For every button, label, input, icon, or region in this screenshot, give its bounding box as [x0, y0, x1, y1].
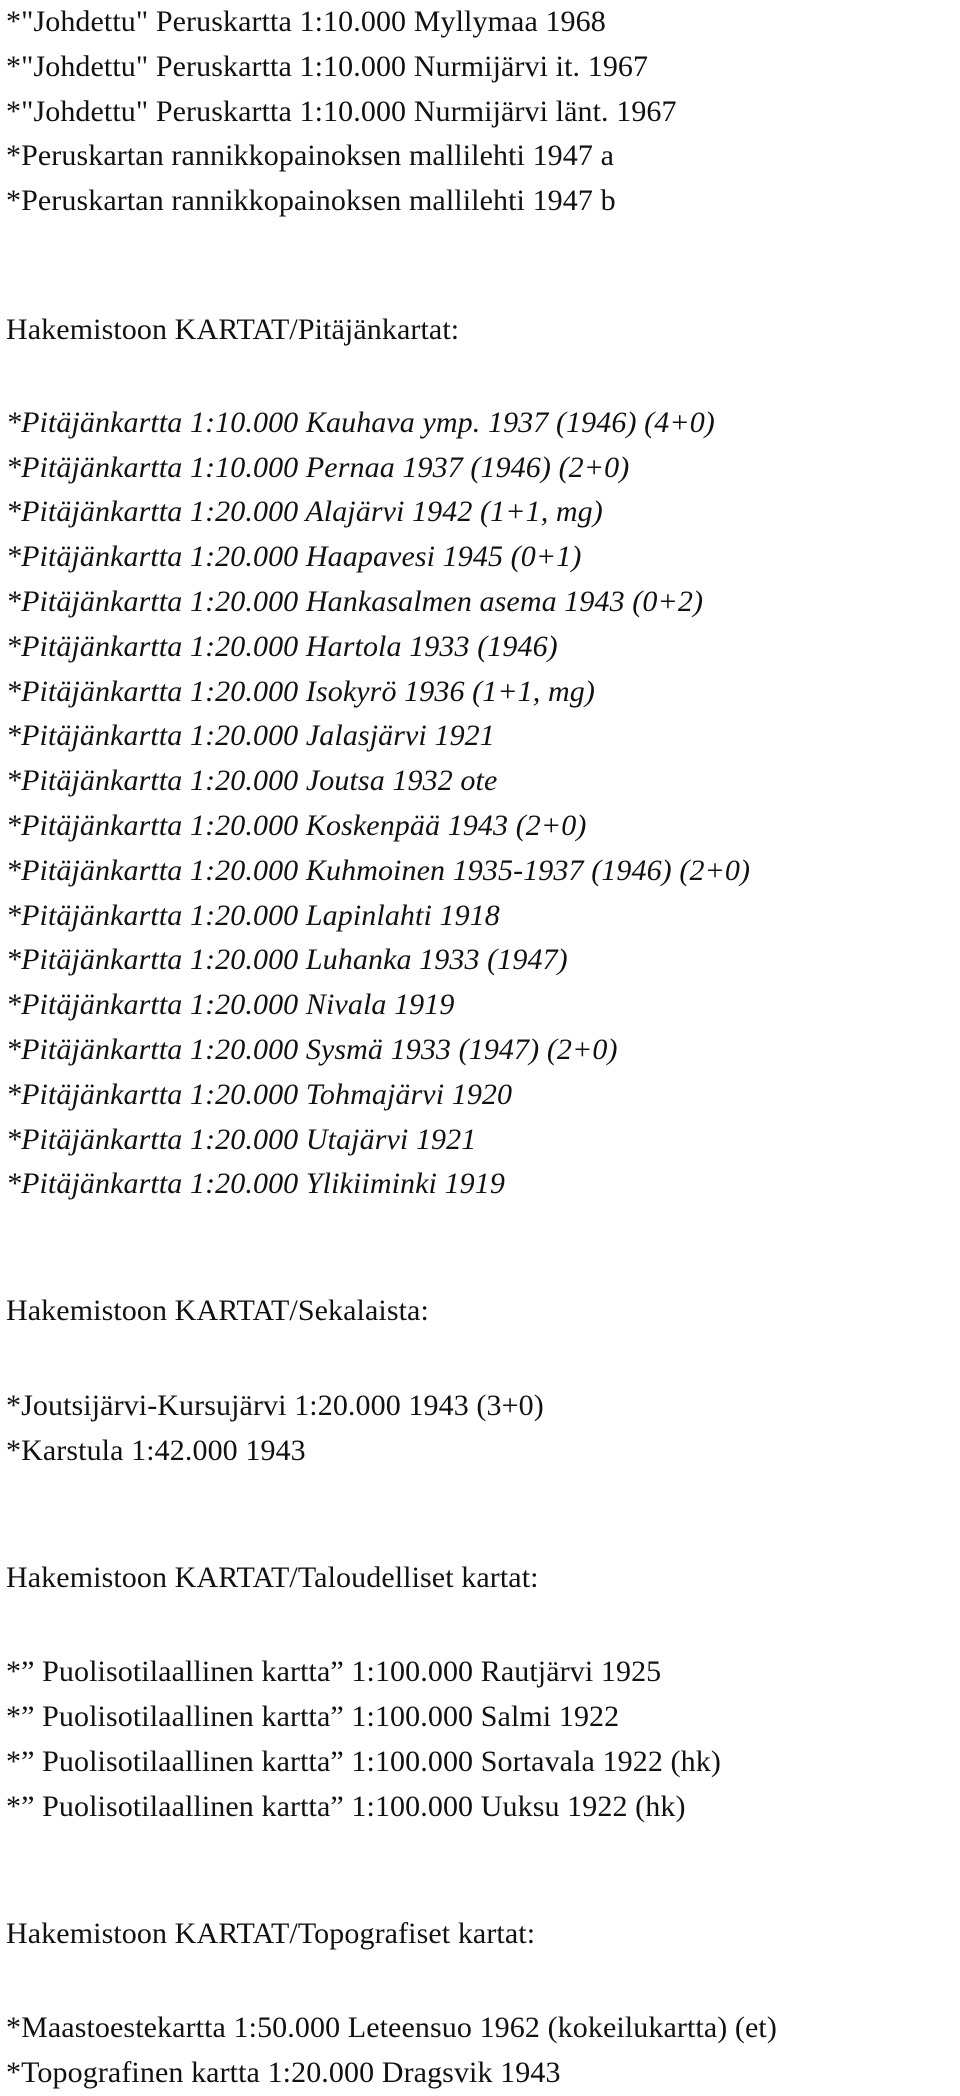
list-item: *Pitäjänkartta 1:20.000 Hankasalmen asema 1943 (0+2): [6, 584, 704, 618]
spacer: [6, 224, 956, 308]
list-item: *Pitäjänkartta 1:20.000 Joutsa 1932 ote: [6, 764, 498, 798]
list-item: *Peruskartan rannikkopainoksen mallilehti 1947 b: [6, 184, 616, 218]
johdettu-list: [6, 0, 956, 224]
list-item: *Pitäjänkartta 1:20.000 Sysmä 1933 (1947) (2+0): [6, 1032, 618, 1066]
section-heading-taloudelliset: Hakemistoon KARTAT/Taloudelliset kartat:: [6, 1560, 539, 1594]
list-item: *Maastoestekartta 1:50.000 Leteensuo 1962 (kokeilukartta) (et): [6, 2011, 777, 2045]
sekalaista-list: [6, 1384, 956, 1474]
spacer: [6, 1956, 956, 2006]
list-item: *Pitäjänkartta 1:20.000 Utajärvi 1921: [6, 1122, 477, 1156]
list-item: *Karstula 1:42.000 1943: [6, 1433, 306, 1467]
spacer: [6, 1830, 956, 1912]
list-item: *Pitäjänkartta 1:10.000 Kauhava ymp. 1937 (1946) (4+0): [6, 405, 715, 439]
spacer: [6, 1600, 956, 1650]
section-heading-pitajankartat: Hakemistoon KARTAT/Pitäjänkartat:: [6, 312, 460, 346]
list-item: *Pitäjänkartta 1:20.000 Isokyrö 1936 (1+1, mg): [6, 674, 595, 708]
spacer: [6, 1207, 956, 1289]
spacer: [6, 1334, 956, 1384]
list-item: *"Johdettu" Peruskartta 1:10.000 Nurmijärvi it. 1967: [6, 49, 649, 83]
list-item: *Pitäjänkartta 1:20.000 Nivala 1919: [6, 988, 455, 1022]
list-item: *Pitäjänkartta 1:10.000 Pernaa 1937 (1946) (2+0): [6, 450, 630, 484]
list-item: *Joutsijärvi-Kursujärvi 1:20.000 1943 (3+0): [6, 1388, 544, 1422]
section-heading-topografiset: Hakemistoon KARTAT/Topografiset kartat:: [6, 1916, 536, 1950]
topografiset-list: [6, 2006, 956, 2096]
list-item: *Topografinen kartta 1:20.000 Dragsvik 1943: [6, 2056, 561, 2090]
list-item: *” Puolisotilaallinen kartta” 1:100.000 Sortavala 1922 (hk): [6, 1744, 721, 1778]
document-page: [6, 0, 956, 2096]
taloudelliset-list: [6, 1650, 956, 1829]
list-item: *Pitäjänkartta 1:20.000 Koskenpää 1943 (2+0): [6, 808, 587, 842]
list-item: *Pitäjänkartta 1:20.000 Luhanka 1933 (1947): [6, 943, 568, 977]
list-item: *Pitäjänkartta 1:20.000 Hartola 1933 (1946): [6, 629, 558, 663]
list-item: *Pitäjänkartta 1:20.000 Kuhmoinen 1935-1937 (1946) (2+0): [6, 853, 751, 887]
list-item: *” Puolisotilaallinen kartta” 1:100.000 Rautjärvi 1925: [6, 1655, 662, 1689]
pitajankartat-list: [6, 401, 956, 1207]
spacer: [6, 353, 956, 401]
list-item: *Pitäjänkartta 1:20.000 Lapinlahti 1918: [6, 898, 500, 932]
list-item: *Pitäjänkartta 1:20.000 Haapavesi 1945 (0+1): [6, 540, 582, 574]
spacer: [6, 1474, 956, 1556]
list-item: *Pitäjänkartta 1:20.000 Jalasjärvi 1921: [6, 719, 495, 753]
list-item: *” Puolisotilaallinen kartta” 1:100.000 Uuksu 1922 (hk): [6, 1789, 686, 1823]
list-item: *Pitäjänkartta 1:20.000 Ylikiiminki 1919: [6, 1167, 505, 1201]
list-item: *” Puolisotilaallinen kartta” 1:100.000 Salmi 1922: [6, 1700, 620, 1734]
list-item: *Peruskartan rannikkopainoksen mallilehti 1947 a: [6, 139, 614, 173]
section-heading-sekalaista: Hakemistoon KARTAT/Sekalaista:: [6, 1294, 429, 1328]
list-item: *Pitäjänkartta 1:20.000 Tohmajärvi 1920: [6, 1077, 513, 1111]
list-item: *"Johdettu" Peruskartta 1:10.000 Nurmijärvi länt. 1967: [6, 94, 677, 128]
list-item: *Pitäjänkartta 1:20.000 Alajärvi 1942 (1+1, mg): [6, 495, 603, 529]
list-item: *"Johdettu" Peruskartta 1:10.000 Myllymaa 1968: [6, 5, 606, 38]
